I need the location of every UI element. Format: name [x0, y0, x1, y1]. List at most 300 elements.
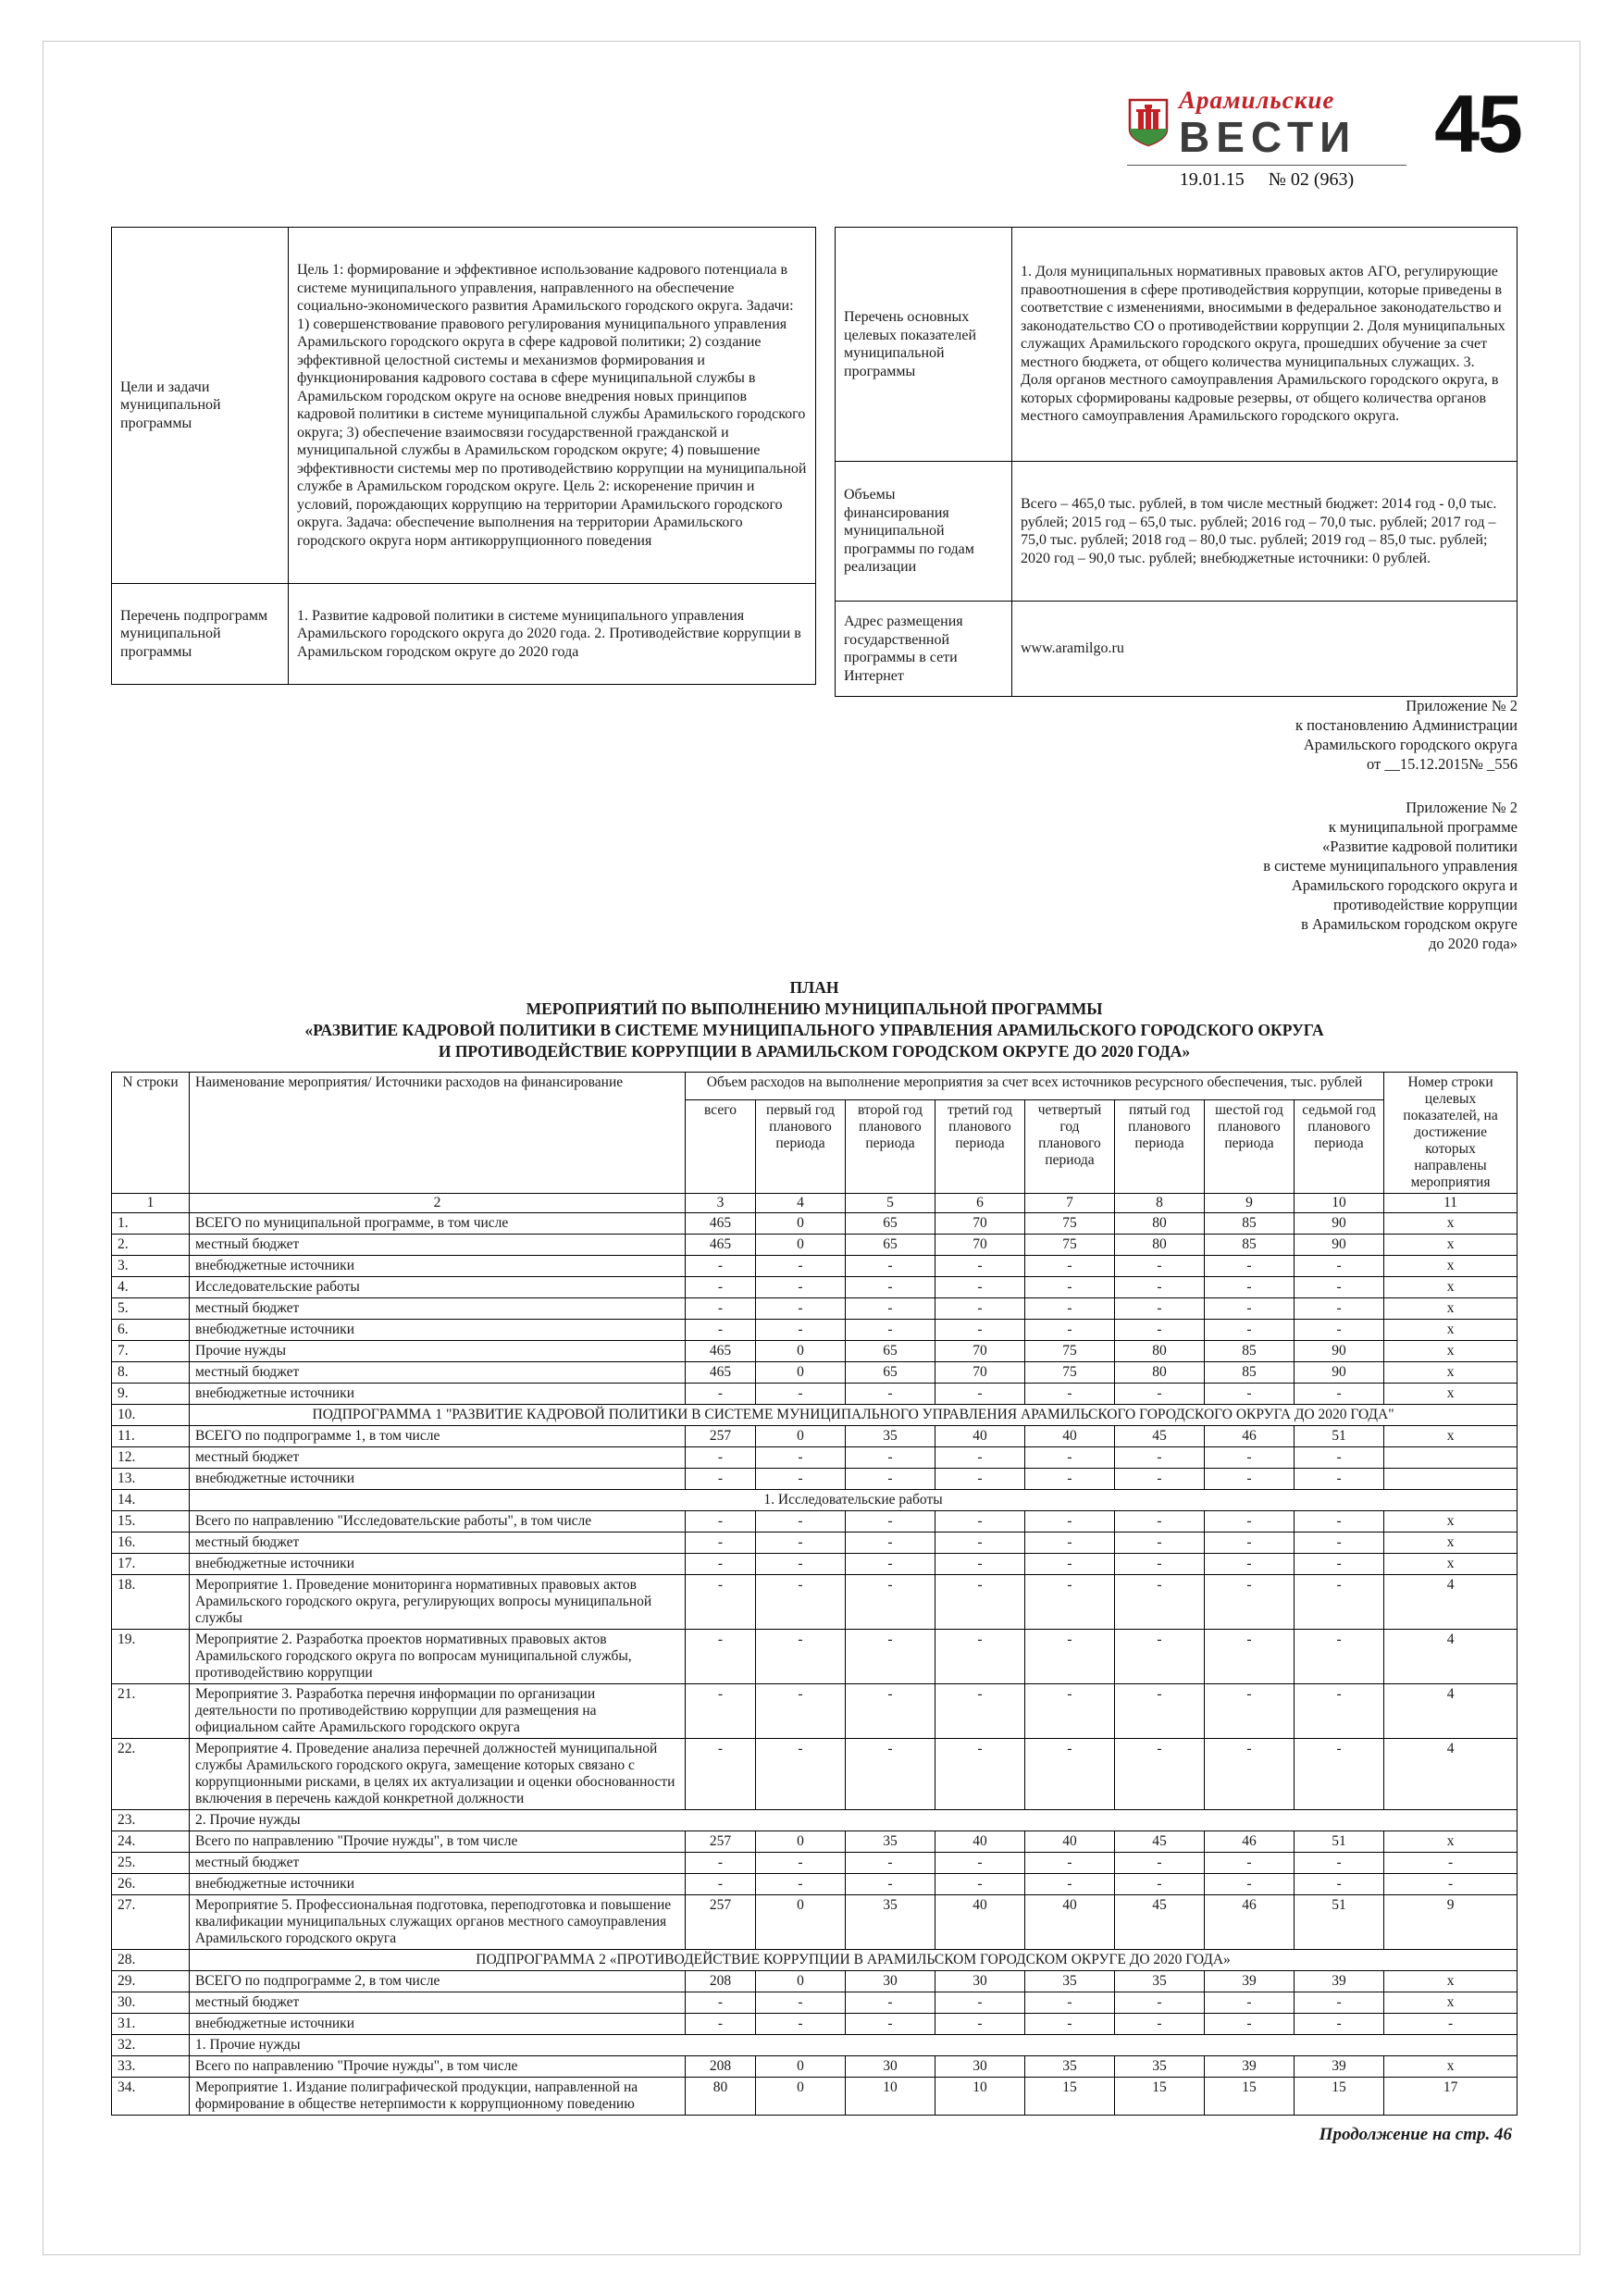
row-value-cell: -: [1295, 1384, 1384, 1405]
row-number-cell: 19.: [112, 1630, 190, 1684]
row-value-cell: -: [1115, 1575, 1205, 1630]
table-row: [836, 602, 1518, 697]
row-value-cell: -: [846, 1447, 935, 1469]
appendix-line: Приложение № 2: [1406, 799, 1518, 816]
plan-table-body: [112, 1213, 1518, 2116]
plan-header-row: [112, 1073, 1518, 1100]
row-value-cell: 51: [1295, 1831, 1384, 1853]
row-value-cell: -: [846, 1630, 935, 1684]
row-target-cell: -: [1384, 1874, 1518, 1895]
row-number-cell: 16.: [112, 1533, 190, 1554]
row-value-cell: -: [846, 1533, 935, 1554]
row-value-cell: -: [1295, 1853, 1384, 1874]
row-value-cell: 35: [846, 1895, 935, 1950]
row-value-cell: -: [1115, 1992, 1205, 2014]
row-value-cell: 65: [846, 1235, 935, 1256]
row-value-cell: -: [1205, 1256, 1295, 1277]
row-name-cell: ВСЕГО по подпрограмме 1, в том числе: [190, 1426, 686, 1447]
appendix-line: в Арамильском городском округе: [1301, 915, 1518, 933]
row-value-cell: 65: [846, 1341, 935, 1362]
row-name-cell: Мероприятие 1. Проведение мониторинга нормативных правовых актов Арамильского городского округа, регулирующих вопросы муниципальной службы: [190, 1575, 686, 1630]
row-name-cell: внебюджетные источники: [190, 1320, 686, 1341]
row-value-cell: -: [1295, 1684, 1384, 1739]
row-value-cell: -: [1115, 1533, 1205, 1554]
row-value-cell: -: [1115, 1511, 1205, 1533]
plan-row: [112, 1684, 1518, 1739]
row-number-cell: 5.: [112, 1298, 190, 1320]
row-target-cell: х: [1384, 1511, 1518, 1533]
row-value-cell: 40: [935, 1426, 1025, 1447]
row-value-cell: -: [1115, 1469, 1205, 1490]
header-year-col: второй год планового периода: [846, 1100, 935, 1194]
masthead-row: [1127, 78, 1521, 191]
row-name-cell: Мероприятие 1. Издание полиграфической продукции, направленной на формирование в обществе нетерпимости к коррупционному поведению: [190, 2078, 686, 2116]
appendix-line: противодействие коррупции: [1332, 896, 1518, 913]
row-value-cell: -: [1025, 1469, 1115, 1490]
row-value-cell: -: [756, 2014, 846, 2035]
row-value-cell: -: [1025, 1511, 1115, 1533]
row-name-cell: внебюджетные источники: [190, 1256, 686, 1277]
row-value-cell: 75: [1025, 1362, 1115, 1384]
row-value-cell: -: [686, 1298, 756, 1320]
continuation-note: Продолжение на стр. 46: [1319, 2125, 1512, 2144]
row-value-cell: -: [846, 1874, 935, 1895]
row-value-cell: 30: [846, 2056, 935, 2078]
appendix-line: в системе муниципального управления: [1263, 857, 1518, 875]
plan-row: [112, 1320, 1518, 1341]
row-value-cell: -: [846, 1554, 935, 1575]
passport-label: Перечень основных целевых показателей муниципальной программы: [836, 228, 1012, 462]
row-name-cell: Всего по направлению "Исследовательские работы", в том числе: [190, 1511, 686, 1533]
row-value-cell: -: [756, 1684, 846, 1739]
row-value-cell: -: [935, 1384, 1025, 1405]
row-value-cell: -: [1205, 1384, 1295, 1405]
row-name-cell: внебюджетные источники: [190, 1469, 686, 1490]
appendix-resolution-note: [833, 696, 1518, 774]
row-value-cell: -: [846, 1277, 935, 1298]
row-value-cell: -: [1115, 1684, 1205, 1739]
plan-row: [112, 1511, 1518, 1533]
row-value-cell: 40: [935, 1895, 1025, 1950]
row-value-cell: -: [1025, 1384, 1115, 1405]
row-number-cell: 12.: [112, 1447, 190, 1469]
plan-row: [112, 1874, 1518, 1895]
row-value-cell: 45: [1115, 1895, 1205, 1950]
row-name-cell: Прочие нужды: [190, 1341, 686, 1362]
header-target: Номер строки целевых показателей, на достижение которых направлены мероприятия: [1384, 1073, 1518, 1194]
row-value-cell: 208: [686, 1971, 756, 1992]
row-value-cell: -: [686, 1533, 756, 1554]
masthead: [1127, 78, 1521, 191]
header-year-col: всего: [686, 1100, 756, 1194]
row-value-cell: -: [935, 1256, 1025, 1277]
program-passport-table-right: [835, 227, 1518, 697]
row-value-cell: 75: [1025, 1341, 1115, 1362]
row-value-cell: -: [756, 1298, 846, 1320]
appendix-program-note: [833, 798, 1518, 953]
appendix-line: до 2020 года»: [1429, 935, 1518, 952]
row-value-cell: 35: [1025, 1971, 1115, 1992]
plan-index-row: [112, 1194, 1518, 1213]
plan-row: [112, 1630, 1518, 1684]
row-value-cell: -: [1205, 1320, 1295, 1341]
row-value-cell: 15: [1115, 2078, 1205, 2116]
row-value-cell: 46: [1205, 1831, 1295, 1853]
row-number-cell: 29.: [112, 1971, 190, 1992]
row-value-cell: -: [1295, 1277, 1384, 1298]
plan-title-line: «РАЗВИТИЕ КАДРОВОЙ ПОЛИТИКИ В СИСТЕМЕ МУНИЦИПАЛЬНОГО УПРАВЛЕНИЯ АРАМИЛЬСКОГО ГОРОДСКОГО ОКРУГА: [304, 1021, 1324, 1039]
row-value-cell: 75: [1025, 1213, 1115, 1235]
row-value-cell: 40: [1025, 1895, 1115, 1950]
row-value-cell: -: [1295, 1874, 1384, 1895]
row-value-cell: -: [1025, 1277, 1115, 1298]
row-number-cell: 17.: [112, 1554, 190, 1575]
section-title-cell: ПОДПРОГРАММА 1 "РАЗВИТИЕ КАДРОВОЙ ПОЛИТИКИ В СИСТЕМЕ МУНИЦИПАЛЬНОГО УПРАВЛЕНИЯ АРАМИЛЬСКОГО ГОРОДСКОГО ОКРУГА ДО 2020 ГОДА": [190, 1405, 1518, 1426]
row-value-cell: 70: [935, 1213, 1025, 1235]
appendix-line: «Развитие кадровой политики: [1321, 838, 1518, 855]
row-value-cell: 35: [846, 1831, 935, 1853]
row-value-cell: 70: [935, 1341, 1025, 1362]
appendix-line: к муниципальной программе: [1328, 818, 1518, 836]
row-number-cell: 18.: [112, 1575, 190, 1630]
passport-text: Цель 1: формирование и эффективное использование кадрового потенциала в системе муниципального управления, направленного на обеспечение социально-экономического развития Арамильского городского округа. Задачи: 1) совершенствование правового регулирования муниципального управления Арамильского городского округа в сфере кадровой политики; 2) создание эффективной целостной системы и механизмов формирования и функционирования кадрового состава в сфере муниципальной службы в Арамильском городском округе на основе внедрения новых принципов кадровой политики в системе муниципальной службы Арамильского городского округа; 3) обеспечение взаимосвязи государственной гражданской и муниципальной службы в Арамильском городском округе; 4) повышение эффективности системы мер по противодействию коррупции на муниципальной службе в Арамильском городском округе. Цель 2: искоренение причин и условий, порождающих коррупцию на территории Арамильского городского округа. Задача: обеспечение выполнения на территории Арамильского городского округа норм антикоррупционного поведения: [289, 228, 816, 584]
issue-date: 19.01.15: [1179, 169, 1245, 191]
section-title-cell: 1. Прочие нужды: [190, 2035, 1518, 2056]
row-target-cell: -: [1384, 2014, 1518, 2035]
row-value-cell: -: [686, 1277, 756, 1298]
row-target-cell: х: [1384, 1320, 1518, 1341]
newspaper-name-main: ВЕСТИ: [1179, 113, 1357, 162]
appendix-line: к постановлению Администрации: [1295, 716, 1518, 734]
row-value-cell: -: [686, 1447, 756, 1469]
header-year-col: четвертый год планового периода: [1025, 1100, 1115, 1194]
row-value-cell: 35: [1115, 1971, 1205, 1992]
plan-table-section: [111, 1072, 1519, 2145]
row-target-cell: х: [1384, 1213, 1518, 1235]
plan-row: [112, 2078, 1518, 2116]
row-value-cell: -: [686, 1511, 756, 1533]
row-value-cell: -: [1205, 1533, 1295, 1554]
row-name-cell: местный бюджет: [190, 1853, 686, 1874]
row-value-cell: -: [1115, 2014, 1205, 2035]
row-value-cell: -: [1115, 1277, 1205, 1298]
row-target-cell: 4: [1384, 1575, 1518, 1630]
row-value-cell: 39: [1295, 1971, 1384, 1992]
row-value-cell: 80: [686, 2078, 756, 2116]
city-crest-icon: [1127, 98, 1170, 148]
plan-row: [112, 1853, 1518, 1874]
row-value-cell: -: [1025, 2014, 1115, 2035]
row-number-cell: 6.: [112, 1320, 190, 1341]
index-cell: 6: [935, 1194, 1025, 1213]
row-value-cell: -: [1205, 1447, 1295, 1469]
row-value-cell: -: [1205, 1575, 1295, 1630]
row-target-cell: х: [1384, 1362, 1518, 1384]
plan-row: [112, 1256, 1518, 1277]
row-value-cell: -: [686, 1684, 756, 1739]
row-value-cell: 40: [935, 1831, 1025, 1853]
row-target-cell: 4: [1384, 1684, 1518, 1739]
plan-row: [112, 1235, 1518, 1256]
row-number-cell: 10.: [112, 1405, 190, 1426]
row-value-cell: 30: [846, 1971, 935, 1992]
row-value-cell: -: [1025, 1554, 1115, 1575]
row-value-cell: 90: [1295, 1235, 1384, 1256]
row-value-cell: 39: [1295, 2056, 1384, 2078]
row-value-cell: -: [935, 1874, 1025, 1895]
row-value-cell: -: [1025, 1533, 1115, 1554]
plan-row: [112, 1213, 1518, 1235]
row-target-cell: х: [1384, 1971, 1518, 1992]
plan-row: [112, 1341, 1518, 1362]
row-name-cell: местный бюджет: [190, 1298, 686, 1320]
row-value-cell: -: [1115, 1630, 1205, 1684]
issue-number: № 02 (963): [1268, 169, 1355, 191]
row-number-cell: 22.: [112, 1739, 190, 1810]
row-value-cell: -: [756, 1853, 846, 1874]
row-name-cell: Мероприятие 3. Разработка перечня информации по организации деятельности по противодействию коррупции для размещения на официальном сайте Арамильского городского округа: [190, 1684, 686, 1739]
row-value-cell: -: [935, 1739, 1025, 1810]
index-cell: 5: [846, 1194, 935, 1213]
row-number-cell: 7.: [112, 1341, 190, 1362]
appendix-line: от __15.12.2015№ _556: [1367, 755, 1518, 773]
plan-row: [112, 2056, 1518, 2078]
row-name-cell: местный бюджет: [190, 1235, 686, 1256]
section-title-cell: ПОДПРОГРАММА 2 «ПРОТИВОДЕЙСТВИЕ КОРРУПЦИИ В АРАМИЛЬСКОМ ГОРОДСКОМ ОКРУГЕ ДО 2020 ГОДА»: [190, 1950, 1518, 1971]
row-target-cell: х: [1384, 1384, 1518, 1405]
row-target-cell: 4: [1384, 1630, 1518, 1684]
passport-label: Цели и задачи муниципальной программы: [112, 228, 289, 584]
row-number-cell: 26.: [112, 1874, 190, 1895]
row-value-cell: -: [1295, 1511, 1384, 1533]
row-value-cell: 85: [1205, 1362, 1295, 1384]
brand-row: [1127, 86, 1406, 162]
header-expenses-group: Объем расходов на выполнение мероприятия за счет всех источников ресурсного обеспечения, тыс. рублей: [686, 1073, 1384, 1100]
row-value-cell: -: [1115, 1320, 1205, 1341]
row-number-cell: 30.: [112, 1992, 190, 2014]
row-value-cell: 35: [846, 1426, 935, 1447]
row-value-cell: -: [846, 1298, 935, 1320]
row-value-cell: 35: [1025, 2056, 1115, 2078]
row-number-cell: 8.: [112, 1362, 190, 1384]
row-value-cell: -: [846, 1853, 935, 1874]
row-value-cell: 257: [686, 1426, 756, 1447]
row-value-cell: 85: [1205, 1341, 1295, 1362]
row-value-cell: 85: [1205, 1235, 1295, 1256]
row-value-cell: 80: [1115, 1235, 1205, 1256]
row-value-cell: 0: [756, 1362, 846, 1384]
row-value-cell: 45: [1115, 1426, 1205, 1447]
row-value-cell: -: [1205, 1554, 1295, 1575]
row-value-cell: -: [1115, 1853, 1205, 1874]
index-cell: 4: [756, 1194, 846, 1213]
plan-row: [112, 1992, 1518, 2014]
row-target-cell: х: [1384, 1341, 1518, 1362]
issue-row: [1127, 165, 1406, 191]
row-target-cell: х: [1384, 1298, 1518, 1320]
row-value-cell: -: [846, 1320, 935, 1341]
row-number-cell: 2.: [112, 1235, 190, 1256]
row-value-cell: 46: [1205, 1426, 1295, 1447]
row-value-cell: -: [756, 1384, 846, 1405]
row-value-cell: -: [846, 1684, 935, 1739]
row-value-cell: 465: [686, 1235, 756, 1256]
row-name-cell: внебюджетные источники: [190, 1554, 686, 1575]
row-value-cell: 85: [1205, 1213, 1295, 1235]
row-name-cell: Мероприятие 5. Профессиональная подготовка, переподготовка и повышение квалификации муниципальных служащих органов местного самоуправления Арамильского городского округа: [190, 1895, 686, 1950]
row-value-cell: -: [1025, 1447, 1115, 1469]
row-value-cell: 15: [1205, 2078, 1295, 2116]
row-value-cell: 465: [686, 1341, 756, 1362]
row-value-cell: -: [756, 1533, 846, 1554]
plan-row: [112, 1384, 1518, 1405]
row-value-cell: -: [756, 1739, 846, 1810]
row-value-cell: -: [1025, 1630, 1115, 1684]
row-name-cell: внебюджетные источники: [190, 1384, 686, 1405]
row-value-cell: -: [935, 2014, 1025, 2035]
passport-text: 1. Доля муниципальных нормативных правовых актов АГО, регулирующие правоотношения в сфере противодействия коррупции, которые приведены в соответствие с изменениями, вносимыми в федеральное законодательство и законодательство СО о противодействии коррупции 2. Доля муниципальных служащих Арамильского городского округа, прошедших обучение за счет местного бюджета, от общего количества муниципальных служащих. 3. Доля органов местного самоуправления Арамильского городского округа, в которых сформированы кадровые резервы, от общего количества органов местного самоуправления Арамильского городского округа.: [1012, 228, 1518, 462]
row-value-cell: 0: [756, 2078, 846, 2116]
row-value-cell: -: [935, 1511, 1025, 1533]
row-number-cell: 11.: [112, 1426, 190, 1447]
row-value-cell: -: [756, 1256, 846, 1277]
row-target-cell: х: [1384, 2056, 1518, 2078]
row-value-cell: -: [756, 1630, 846, 1684]
row-value-cell: -: [686, 2014, 756, 2035]
row-value-cell: -: [1115, 1298, 1205, 1320]
row-value-cell: -: [1115, 1554, 1205, 1575]
row-value-cell: -: [846, 2014, 935, 2035]
row-value-cell: -: [1205, 1469, 1295, 1490]
page-number: 45: [1434, 78, 1521, 169]
row-value-cell: 0: [756, 2056, 846, 2078]
row-value-cell: 65: [846, 1213, 935, 1235]
index-cell: 8: [1115, 1194, 1205, 1213]
row-number-cell: 24.: [112, 1831, 190, 1853]
plan-section-row: [112, 1405, 1518, 1426]
row-number-cell: 9.: [112, 1384, 190, 1405]
row-value-cell: 51: [1295, 1895, 1384, 1950]
row-value-cell: 90: [1295, 1341, 1384, 1362]
row-value-cell: -: [1025, 1992, 1115, 2014]
row-target-cell: х: [1384, 1831, 1518, 1853]
row-target-cell: х: [1384, 1533, 1518, 1554]
row-name-cell: Всего по направлению "Прочие нужды", в том числе: [190, 2056, 686, 2078]
row-value-cell: -: [686, 1469, 756, 1490]
row-value-cell: -: [935, 1630, 1025, 1684]
header-row-number: N строки: [112, 1073, 190, 1194]
plan-section-row: [112, 1490, 1518, 1511]
row-value-cell: 0: [756, 1213, 846, 1235]
row-value-cell: 80: [1115, 1213, 1205, 1235]
row-value-cell: -: [846, 1739, 935, 1810]
row-name-cell: Мероприятие 4. Проведение анализа перечней должностей муниципальной службы Арамильского городского округа, замещение которых связано с коррупционными рисками, в целях их актуализации и оценки обоснованности включения в перечень каждой конкретной должности: [190, 1739, 686, 1810]
row-target-cell: 9: [1384, 1895, 1518, 1950]
plan-row: [112, 1971, 1518, 1992]
appendix-line: Арамильского городского округа: [1303, 736, 1518, 753]
row-value-cell: 15: [1025, 2078, 1115, 2116]
plan-row: [112, 1469, 1518, 1490]
row-value-cell: -: [1295, 1320, 1384, 1341]
row-value-cell: -: [935, 1684, 1025, 1739]
row-value-cell: -: [1025, 1298, 1115, 1320]
row-value-cell: -: [935, 1554, 1025, 1575]
index-cell: 9: [1205, 1194, 1295, 1213]
row-value-cell: 10: [935, 2078, 1025, 2116]
row-value-cell: -: [846, 1511, 935, 1533]
table-row: [836, 228, 1518, 462]
plan-row: [112, 2014, 1518, 2035]
plan-section-row: [112, 1810, 1518, 1831]
row-name-cell: Исследовательские работы: [190, 1277, 686, 1298]
row-name-cell: местный бюджет: [190, 1447, 686, 1469]
row-target-cell: [1384, 1469, 1518, 1490]
plan-row: [112, 1554, 1518, 1575]
row-value-cell: -: [935, 1533, 1025, 1554]
row-value-cell: -: [935, 1277, 1025, 1298]
row-number-cell: 13.: [112, 1469, 190, 1490]
row-value-cell: -: [1295, 1447, 1384, 1469]
row-value-cell: -: [686, 1575, 756, 1630]
row-target-cell: 17: [1384, 2078, 1518, 2116]
program-website-url: www.aramilgo.ru: [1012, 602, 1518, 697]
row-value-cell: -: [1205, 1992, 1295, 2014]
row-value-cell: -: [1205, 1630, 1295, 1684]
section-title-cell: 2. Прочие нужды: [190, 1810, 1518, 1831]
row-value-cell: 465: [686, 1362, 756, 1384]
row-value-cell: 65: [846, 1362, 935, 1384]
row-value-cell: 257: [686, 1895, 756, 1950]
row-value-cell: 70: [935, 1235, 1025, 1256]
row-value-cell: 46: [1205, 1895, 1295, 1950]
row-value-cell: -: [846, 1992, 935, 2014]
row-value-cell: -: [686, 1554, 756, 1575]
row-number-cell: 34.: [112, 2078, 190, 2116]
plan-title-line: МЕРОПРИЯТИЙ ПО ВЫПОЛНЕНИЮ МУНИЦИПАЛЬНОЙ ПРОГРАММЫ: [526, 999, 1103, 1018]
row-value-cell: -: [756, 1277, 846, 1298]
row-value-cell: -: [756, 1992, 846, 2014]
row-target-cell: х: [1384, 1277, 1518, 1298]
row-value-cell: -: [686, 1739, 756, 1810]
row-target-cell: х: [1384, 1426, 1518, 1447]
row-name-cell: местный бюджет: [190, 1992, 686, 2014]
row-name-cell: внебюджетные источники: [190, 1874, 686, 1895]
row-value-cell: -: [1295, 1298, 1384, 1320]
row-value-cell: 0: [756, 1341, 846, 1362]
row-value-cell: 10: [846, 2078, 935, 2116]
plan-title-line: ПЛАН: [789, 978, 839, 997]
plan-row: [112, 1277, 1518, 1298]
row-number-cell: 31.: [112, 2014, 190, 2035]
row-number-cell: 25.: [112, 1853, 190, 1874]
row-value-cell: 15: [1295, 2078, 1384, 2116]
row-target-cell: х: [1384, 1992, 1518, 2014]
row-value-cell: 40: [1025, 1831, 1115, 1853]
row-number-cell: 4.: [112, 1277, 190, 1298]
row-value-cell: 90: [1295, 1213, 1384, 1235]
row-number-cell: 33.: [112, 2056, 190, 2078]
row-number-cell: 32.: [112, 2035, 190, 2056]
index-cell: 7: [1025, 1194, 1115, 1213]
section-title-cell: 1. Исследовательские работы: [190, 1490, 1518, 1511]
plan-row: [112, 1426, 1518, 1447]
row-value-cell: -: [1025, 1256, 1115, 1277]
row-name-cell: местный бюджет: [190, 1362, 686, 1384]
row-value-cell: -: [1295, 2014, 1384, 2035]
row-name-cell: ВСЕГО по муниципальной программе, в том числе: [190, 1213, 686, 1235]
row-value-cell: -: [1115, 1447, 1205, 1469]
row-target-cell: [1384, 1447, 1518, 1469]
